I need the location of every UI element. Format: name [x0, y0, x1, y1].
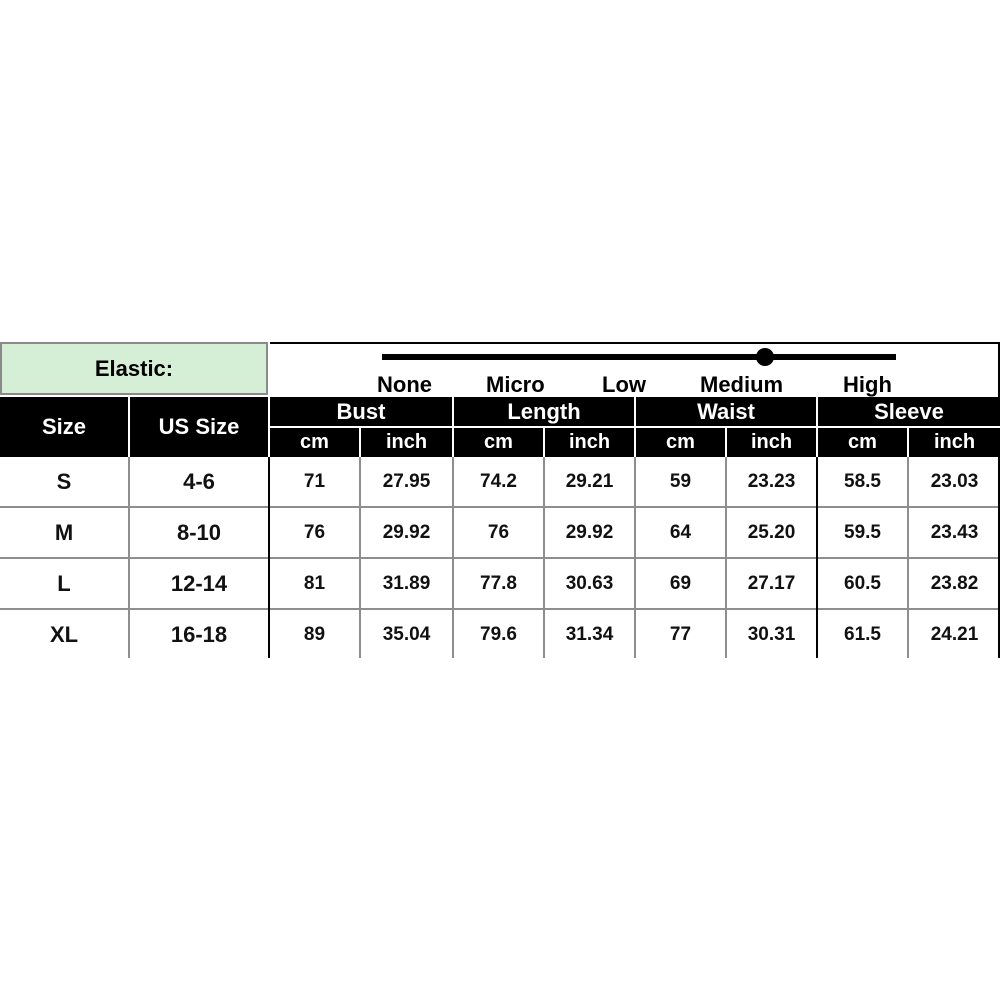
- sleeve-header: Sleeve: [818, 397, 1000, 426]
- table-cell: 23.23: [747, 471, 796, 492]
- table-cell: 61.5: [844, 624, 881, 645]
- table-cell: 23.03: [930, 471, 979, 492]
- table-cell: 81: [303, 573, 326, 594]
- grid-line: [128, 457, 130, 658]
- header-divider: [359, 428, 361, 457]
- bust-inch-header: inch: [361, 428, 452, 457]
- table-cell: 27.95: [382, 471, 431, 492]
- size-header: Size: [0, 397, 128, 457]
- grid-line: [268, 457, 270, 658]
- table-cell: 58.5: [844, 471, 881, 492]
- elasticity-selected-marker: [756, 348, 774, 366]
- grid-line: [452, 457, 454, 658]
- table-cell: 25.20: [747, 522, 796, 543]
- sleeve-cm-header: cm: [818, 428, 907, 457]
- header-divider: [725, 428, 727, 457]
- table-cell: 69: [669, 573, 692, 594]
- table-row-size: L: [57, 571, 71, 596]
- grid-line: [0, 557, 1000, 559]
- table-cell: 35.04: [382, 624, 431, 645]
- table-cell: 29.92: [565, 522, 614, 543]
- grid-line: [359, 457, 361, 658]
- bust-cm-header: cm: [270, 428, 359, 457]
- elastic-level-medium: Medium: [700, 372, 784, 397]
- elastic-level-none: None: [377, 372, 432, 397]
- us-size-header: US Size: [130, 397, 268, 457]
- grid-line: [816, 457, 818, 658]
- table-cell: 76: [303, 522, 326, 543]
- table-cell: 30.63: [565, 573, 614, 594]
- waist-inch-header: inch: [727, 428, 816, 457]
- elastic-level-high: High: [843, 372, 892, 397]
- grid-line: [634, 457, 636, 658]
- table-row-size: M: [54, 520, 74, 545]
- table-row-us-size: 12-14: [170, 571, 228, 596]
- header-divider: [543, 428, 545, 457]
- table-cell: 29.21: [565, 471, 614, 492]
- elastic-label: Elastic:: [0, 342, 268, 395]
- table-cell: 23.82: [930, 573, 979, 594]
- table-cell: 27.17: [747, 573, 796, 594]
- table-cell: 30.31: [747, 624, 796, 645]
- table-cell: 64: [669, 522, 692, 543]
- header-divider: [270, 426, 1000, 428]
- waist-header: Waist: [636, 397, 816, 426]
- table-cell: 23.43: [930, 522, 979, 543]
- length-cm-header: cm: [454, 428, 543, 457]
- table-cell: 59.5: [844, 522, 881, 543]
- grid-line: [725, 457, 727, 658]
- grid-line: [543, 457, 545, 658]
- table-cell: 29.92: [382, 522, 431, 543]
- size-chart: [0, 342, 1000, 658]
- length-inch-header: inch: [545, 428, 634, 457]
- grid-line: [907, 457, 909, 658]
- grid-line: [0, 608, 1000, 610]
- table-cell: 24.21: [930, 624, 979, 645]
- header-divider: [907, 428, 909, 457]
- table-cell: 60.5: [844, 573, 881, 594]
- table-cell: 31.89: [382, 573, 431, 594]
- table-row-us-size: 8-10: [176, 520, 222, 545]
- table-cell: 59: [669, 471, 692, 492]
- grid-line: [0, 506, 1000, 508]
- elastic-level-low: Low: [602, 372, 646, 397]
- table-row-size: S: [56, 469, 72, 494]
- table-cell: 71: [303, 471, 326, 492]
- waist-cm-header: cm: [636, 428, 725, 457]
- length-header: Length: [454, 397, 634, 426]
- elasticity-scale: [270, 342, 1000, 397]
- table-cell: 76: [487, 522, 510, 543]
- table-cell: 77.8: [480, 573, 517, 594]
- table-cell: 31.34: [565, 624, 614, 645]
- table-cell: 74.2: [480, 471, 517, 492]
- elastic-level-micro: Micro: [486, 372, 545, 397]
- grid-line: [998, 457, 1000, 658]
- bust-header: Bust: [270, 397, 452, 426]
- table-row-size: XL: [49, 622, 79, 647]
- table-row-us-size: 4-6: [183, 469, 215, 494]
- table-cell: 79.6: [480, 624, 517, 645]
- table-row-us-size: 16-18: [170, 622, 228, 647]
- sleeve-inch-header: inch: [909, 428, 1000, 457]
- table-cell: 89: [303, 624, 326, 645]
- header-divider: [128, 397, 130, 457]
- elasticity-scale-line: [382, 354, 896, 360]
- table-cell: 77: [669, 624, 692, 645]
